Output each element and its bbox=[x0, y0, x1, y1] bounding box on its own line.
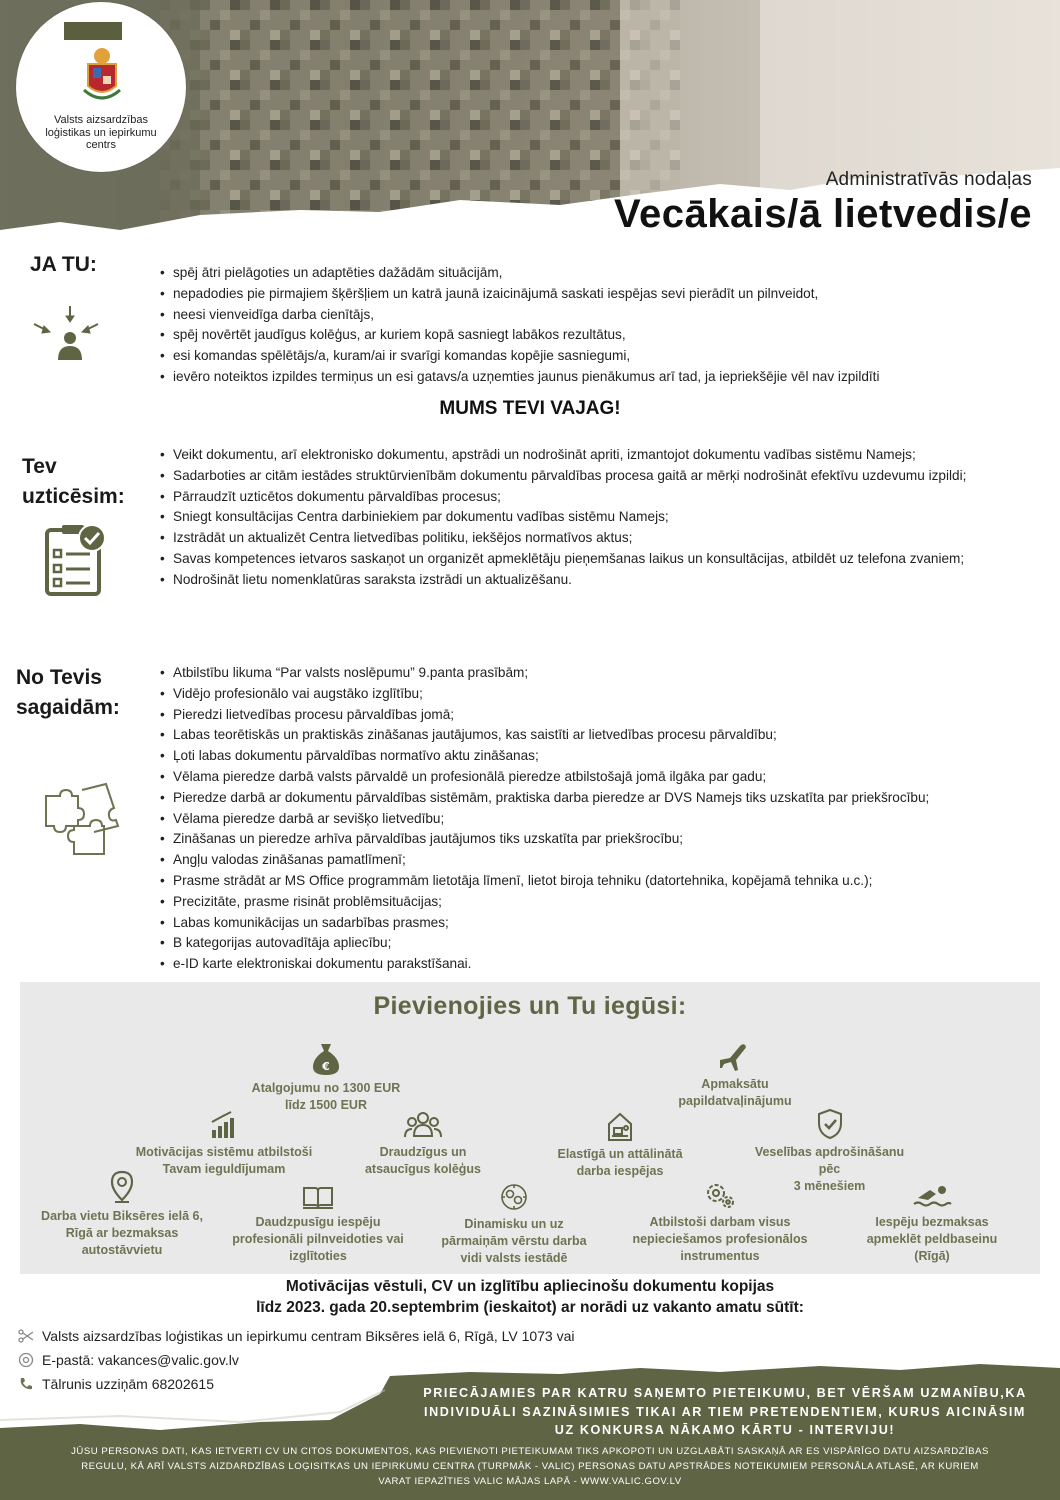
section-label-sagaidam bbox=[16, 663, 120, 723]
benefits-title: Pievienojies un Tu iegūsi: bbox=[373, 992, 687, 1020]
list-item: • Pieredzi lietvedības procesu pārvaldības jomā; bbox=[160, 705, 1055, 726]
benefit-text: Veselības apdrošināšanu bbox=[754, 1145, 905, 1159]
benefit-text: izglītoties bbox=[289, 1249, 347, 1263]
focus-person-icon bbox=[30, 304, 102, 362]
benefits-panel bbox=[20, 982, 1040, 1274]
checklist-icon bbox=[42, 520, 108, 598]
benefit-text: apmeklēt peldbaseinu bbox=[866, 1232, 998, 1246]
benefit-remote-work bbox=[535, 1110, 705, 1180]
section-label-line: Tev bbox=[22, 455, 57, 478]
list-item: • Atbilstību likuma “Par valsts noslēpumu” 9.panta prasībām; bbox=[160, 663, 1055, 684]
list-item: • ievēro noteiktos izpildes termiņus un esi gatavs/a uzņemties jaunus pienākumus arī tad, ja iepriekšējie vēl nav izpildīti bbox=[160, 367, 1050, 388]
bar-chart-icon bbox=[209, 1110, 239, 1140]
section-label-uzticesim bbox=[22, 452, 125, 512]
money-bag-icon bbox=[311, 1042, 341, 1076]
list-item: • esi komandas spēlētājs/a, kuram/ai ir svarīgi komandas kopējie sasniegumi, bbox=[160, 346, 1050, 367]
benefit-text: Motivācijas sistēmu atbilstoši bbox=[135, 1145, 313, 1159]
benefit-text: papildatvaļinājumu bbox=[678, 1094, 792, 1108]
sagaidam-list bbox=[160, 663, 1055, 975]
list-item: • Prasme strādāt ar MS Office programmām lietotāja līmenī, lietot biroja tehniku (datortehnika, kopējamā tehnika u.c.); bbox=[160, 871, 1055, 892]
list-item: • Nodrošināt lietu nomenklatūras saraksta izstrādi un aktualizēšanu. bbox=[160, 570, 1040, 591]
list-item: • Sniegt konsultācijas Centra darbiniekiem par dokumentu vadības sistēmu Namejs; bbox=[160, 507, 1040, 528]
benefit-text: nepieciešamos profesionālos bbox=[632, 1232, 808, 1246]
section-label-line: sagaidām: bbox=[16, 696, 120, 719]
list-item: • Vēlama pieredze darbā ar sevišķo lietvedību; bbox=[160, 809, 1055, 830]
benefit-paid-leave bbox=[635, 1042, 835, 1110]
benefit-text: Rīgā ar bezmaksas bbox=[65, 1226, 179, 1240]
svg-text:€: € bbox=[322, 1060, 330, 1073]
benefit-colleagues bbox=[338, 1110, 508, 1178]
footer-notice bbox=[395, 1384, 1055, 1440]
org-name: Valsts aizsardzības loģistikas un iepirkumu centrs bbox=[45, 114, 157, 151]
footer-small-line: JŪSU PERSONAS DATI, KAS IETVERTI CV UN CITOS DOKUMENTOS, KAS PIEVIENOTI PIETEIKUMAM TIKS APKOPOTI UN UZGLABĀTI SASKAŅĀ AR ES VISPĀRĪGO DATU AIZSARDZĪBAS bbox=[71, 1446, 989, 1457]
home-office-icon bbox=[606, 1110, 634, 1142]
logo-badge bbox=[16, 2, 186, 172]
phone-text[interactable]: Tālrunis uzziņām 68202615 bbox=[42, 1376, 214, 1392]
coat-of-arms-icon bbox=[80, 46, 124, 106]
contact-post bbox=[18, 1328, 575, 1344]
department-label: Administratīvās nodaļas bbox=[825, 169, 1032, 190]
contact-phone bbox=[18, 1376, 214, 1392]
list-item: • neesi vienveidīga darba cienītājs, bbox=[160, 305, 1050, 326]
benefit-pool bbox=[844, 1182, 1020, 1265]
airplane-icon bbox=[718, 1042, 752, 1072]
contact-email bbox=[18, 1352, 239, 1368]
list-item: • Zināšanas un pieredze arhīva pārvaldības jautājumos tiks uzskatīta par priekšrocību; bbox=[160, 829, 1055, 850]
list-item: • Izstrādāt un aktualizēt Centra lietvedības politiku, iekšējos normatīvos aktus; bbox=[160, 528, 1040, 549]
list-item: • Sadarboties ar citām iestādes struktūrvienībām dokumentu pārvaldības procesa gaitā ar mērķi nodrošināt efektīvu uzdevumu izpildi; bbox=[160, 466, 1040, 487]
footer-small-line: VARAT IEPAZĪTIES VALIC MĀJAS LAPĀ - WWW.VALIC.GOV.LV bbox=[378, 1476, 682, 1487]
benefit-workplace bbox=[22, 1170, 222, 1259]
list-item: • Pieredze darbā ar dokumentu pārvaldības sistēmām, praktiska darba pieredze ar DVS Namejs tiks uzskatīta par priekšrocību; bbox=[160, 788, 1055, 809]
footer-line: PRIECĀJAMIES PAR KATRU SAŅEMTO PIETEIKUMU, BET VĒRŠAM UZMANĪBU,KA bbox=[423, 1386, 1027, 1400]
benefit-text: Elastīgā un attālinātā bbox=[557, 1147, 683, 1161]
privacy-notice bbox=[20, 1444, 1040, 1489]
page-title: Vecākais/ā lietvedis/e bbox=[614, 192, 1032, 236]
benefit-text: Dinamisku un uz bbox=[464, 1217, 564, 1231]
swimmer-icon bbox=[912, 1182, 952, 1210]
shield-check-icon bbox=[817, 1108, 843, 1140]
benefit-text: profesionāli pilnveidoties vai bbox=[232, 1232, 404, 1246]
benefit-learning bbox=[220, 1184, 416, 1265]
benefit-text: instrumentus bbox=[680, 1249, 760, 1263]
apply-line: Motivācijas vēstuli, CV un izglītību apliecinošu dokumentu kopijas bbox=[285, 1278, 775, 1295]
team-icon bbox=[403, 1110, 443, 1140]
mums-tevi-vajag-heading: MUMS TEVI VAJAG! bbox=[439, 398, 621, 419]
list-item: • e-ID karte elektroniskai dokumentu parakstīšanai. bbox=[160, 954, 1055, 975]
benefit-text: atsaucīgus kolēģus bbox=[364, 1162, 481, 1176]
footer-line: UZ KONKURSA NĀKAMO KĀRTU - INTERVIJU! bbox=[554, 1423, 896, 1437]
scissors-icon bbox=[18, 1328, 34, 1344]
settings-gears-icon bbox=[703, 1180, 737, 1210]
list-item: • Ļoti labas dokumentu pārvaldības normatīvo aktu zināšanas; bbox=[160, 746, 1055, 767]
benefit-motivation bbox=[124, 1110, 324, 1178]
benefit-text: Draudzīgus un bbox=[379, 1145, 467, 1159]
logo-bar bbox=[64, 22, 122, 40]
location-pin-icon bbox=[109, 1170, 135, 1204]
list-item: • B kategorijas autovadītāja apliecību; bbox=[160, 933, 1055, 954]
section-label-line: uzticēsim: bbox=[22, 485, 125, 508]
benefit-text: Tavam ieguldījumam bbox=[162, 1162, 286, 1176]
benefit-text: autostāvvietu bbox=[81, 1243, 163, 1257]
benefit-text: pēc bbox=[818, 1162, 841, 1176]
phone-icon bbox=[18, 1376, 34, 1392]
benefit-text: Atalgojumu no 1300 EUR bbox=[251, 1081, 401, 1095]
list-item: • Vēlama pieredze darbā valsts pārvaldē un profesionālā pieredze atbilstošajā jomā ilgāka par gadu; bbox=[160, 767, 1055, 788]
list-item: • Labas komunikācijas un sadarbības prasmes; bbox=[160, 913, 1055, 934]
benefit-text: Atbilstoši darbam visus bbox=[649, 1215, 791, 1229]
benefit-text: (Rīgā) bbox=[914, 1249, 950, 1263]
list-item: • Angļu valodas zināšanas pamatlīmenī; bbox=[160, 850, 1055, 871]
benefit-tools bbox=[620, 1180, 820, 1265]
list-item: • Vidējo profesionālo vai augstāko izglītību; bbox=[160, 684, 1055, 705]
section-label-line: No Tevis bbox=[16, 666, 102, 689]
benefit-dynamic-environment bbox=[424, 1182, 604, 1267]
benefit-text: Daudzpusīgu iespēju bbox=[255, 1215, 381, 1229]
footer-small-line: REGULU, KĀ ARĪ VALSTS AIZDARDZĪBAS LOĢISITKAS UN IEPIRKUMU CENTRA (TURPMĀK - VALIC) PERSONAS DATU APSTRĀDES NOTEIKUMIEM PERSONĀLA ATLASĒ, AR KURIEM bbox=[81, 1461, 979, 1472]
list-item: • Savas kompetences ietvaros saskaņot un organizēt apmeklētāju pieņemšanas laikus un konsultācijas, atbildēt uz telefona zvaniem; bbox=[160, 549, 1040, 570]
email-link[interactable]: E-pastā: vakances@valic.gov.lv bbox=[42, 1352, 239, 1368]
uzticesim-list bbox=[160, 445, 1040, 591]
list-item: • nepadodies pie pirmajiem šķēršļiem un katrā jaunā izaicinājumā saskati iespējas sevi pierādīt un pilnveidot, bbox=[160, 284, 1050, 305]
list-item: • spēj ātri pielāgoties un adaptēties dažādām situācijām, bbox=[160, 263, 1050, 284]
apply-instructions bbox=[0, 1276, 1060, 1318]
at-sign-icon bbox=[18, 1352, 34, 1368]
list-item: • Precizitāte, prasme risināt problēmsituācijas; bbox=[160, 892, 1055, 913]
contact-text: Valsts aizsardzības loģistikas un iepirkumu centram Biksēres ielā 6, Rīgā, LV 1073 vai bbox=[42, 1328, 575, 1344]
benefit-text: Iespēju bezmaksas bbox=[875, 1215, 989, 1229]
ja-tu-list bbox=[160, 263, 1050, 388]
benefit-text: Darba vietu Biksēres ielā 6, bbox=[41, 1209, 203, 1223]
list-item: • Labas teorētiskās un praktiskās zināšanas jautājumos, kas saistīti ar lietvedības procesu pārvaldību; bbox=[160, 725, 1055, 746]
list-item: • Veikt dokumentu, arī elektronisko dokumentu, apstrādi un nodrošināt apriti, izmantojot dokumentu vadības sistēmu Namejs; bbox=[160, 445, 1040, 466]
apply-line: līdz 2023. gada 20.septembrim (ieskaitot) ar norādi uz vakanto amatu sūtīt: bbox=[256, 1299, 804, 1316]
benefit-text: darba iespējas bbox=[576, 1164, 664, 1178]
benefit-salary bbox=[226, 1042, 426, 1114]
list-item: • Pārraudzīt uzticētos dokumentu pārvaldības procesus; bbox=[160, 487, 1040, 508]
puzzle-icon bbox=[44, 782, 120, 858]
gears-icon bbox=[498, 1182, 530, 1212]
benefit-text: vidi valsts iestādē bbox=[460, 1251, 568, 1265]
benefit-text: līdz 1500 EUR bbox=[285, 1098, 367, 1112]
benefit-text: pārmaiņām vērstu darba bbox=[441, 1234, 587, 1248]
footer-line: INDIVIDUĀLI SAZINĀSIMIES TIKAI AR TIEM PRETENDENTIEM, KURUS AICINĀSIM bbox=[423, 1404, 1027, 1419]
benefit-text: 3 mēnešiem bbox=[793, 1179, 866, 1193]
list-item: • spēj novērtēt jaudīgus kolēģus, ar kuriem kopā sasniegt labākos rezultātus, bbox=[160, 325, 1050, 346]
section-label-ja-tu: JA TU: bbox=[30, 253, 97, 276]
book-icon bbox=[301, 1184, 335, 1210]
benefit-text: Apmaksātu bbox=[701, 1077, 769, 1091]
